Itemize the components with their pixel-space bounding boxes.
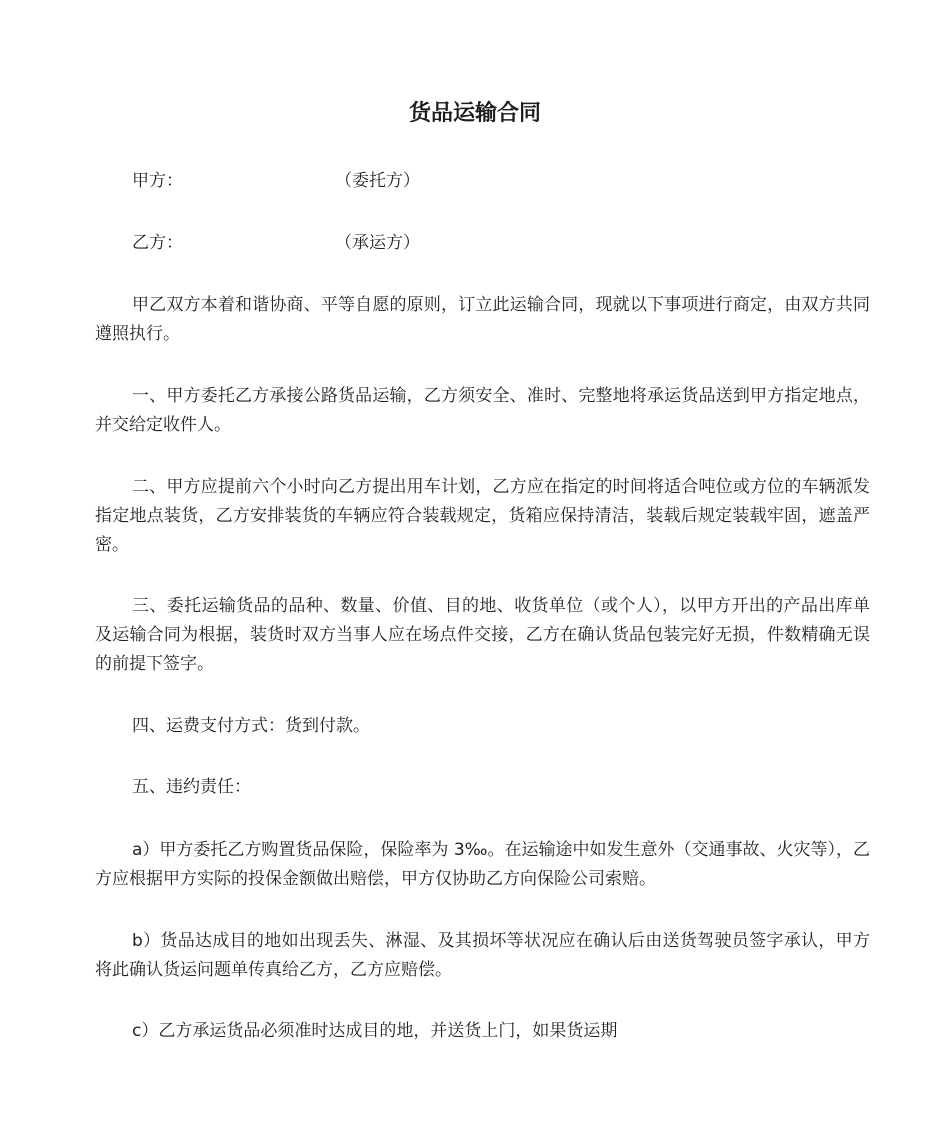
party-a-label: 甲方： xyxy=(132,171,183,191)
party-b-label: 乙方： xyxy=(132,233,183,253)
party-b-line xyxy=(132,229,632,258)
paragraph-item-b: b）货品达成目的地如出现丢失、淋湿、及其损坏等状况应在确认后由送货驾驶员签字承认，甲方将此确认货运问题单传真给乙方，乙方应赔偿。 xyxy=(95,931,870,980)
party-b-role: （承运方） xyxy=(335,233,420,253)
paragraph-clause-3: 三、委托运输货品的品种、数量、价值、目的地、收货单位（或个人），以甲方开出的产品出库单及运输合同为根据，装货时双方当事人应在场点件交接，乙方在确认货品包装完好无损，件数精确无误的前提下签字。 xyxy=(95,596,870,674)
party-a-role: （委托方） xyxy=(335,171,420,191)
paragraph-item-a: a）甲方委托乙方购置货品保险，保险率为 3‰。在运输途中如发生意外（交通事故、火灾等），乙方应根据甲方实际的投保金额做出赔偿，甲方仅协助乙方向保险公司索赔。 xyxy=(95,840,870,889)
document-title: 货品运输合同 xyxy=(408,101,541,126)
paragraph-clause-4: 四、运费支付方式：货到付款。 xyxy=(132,716,370,736)
paragraph-clause-2: 二、甲方应提前六个小时向乙方提出用车计划，乙方应在指定的时间将适合吨位或方位的车辆派发指定地点装货，乙方安排装货的车辆应符合装载规定，货箱应保持清洁，装载后规定装载牢固，遮盖严密。 xyxy=(95,477,870,555)
paragraph-item-c: c）乙方承运货品必须准时达成目的地，并送货上门，如果货运期 xyxy=(132,1021,618,1041)
paragraph-preamble: 甲乙双方本着和谐协商、平等自愿的原则，订立此运输合同，现就以下事项进行商定，由双方共同遵照执行。 xyxy=(95,295,870,344)
party-a-line xyxy=(132,167,632,196)
paragraph-clause-5: 五、违约责任： xyxy=(132,777,251,797)
paragraph-clause-1: 一、甲方委托乙方承接公路货品运输，乙方须安全、准时、完整地将承运货品送到甲方指定地点，并交给定收件人。 xyxy=(95,386,870,435)
